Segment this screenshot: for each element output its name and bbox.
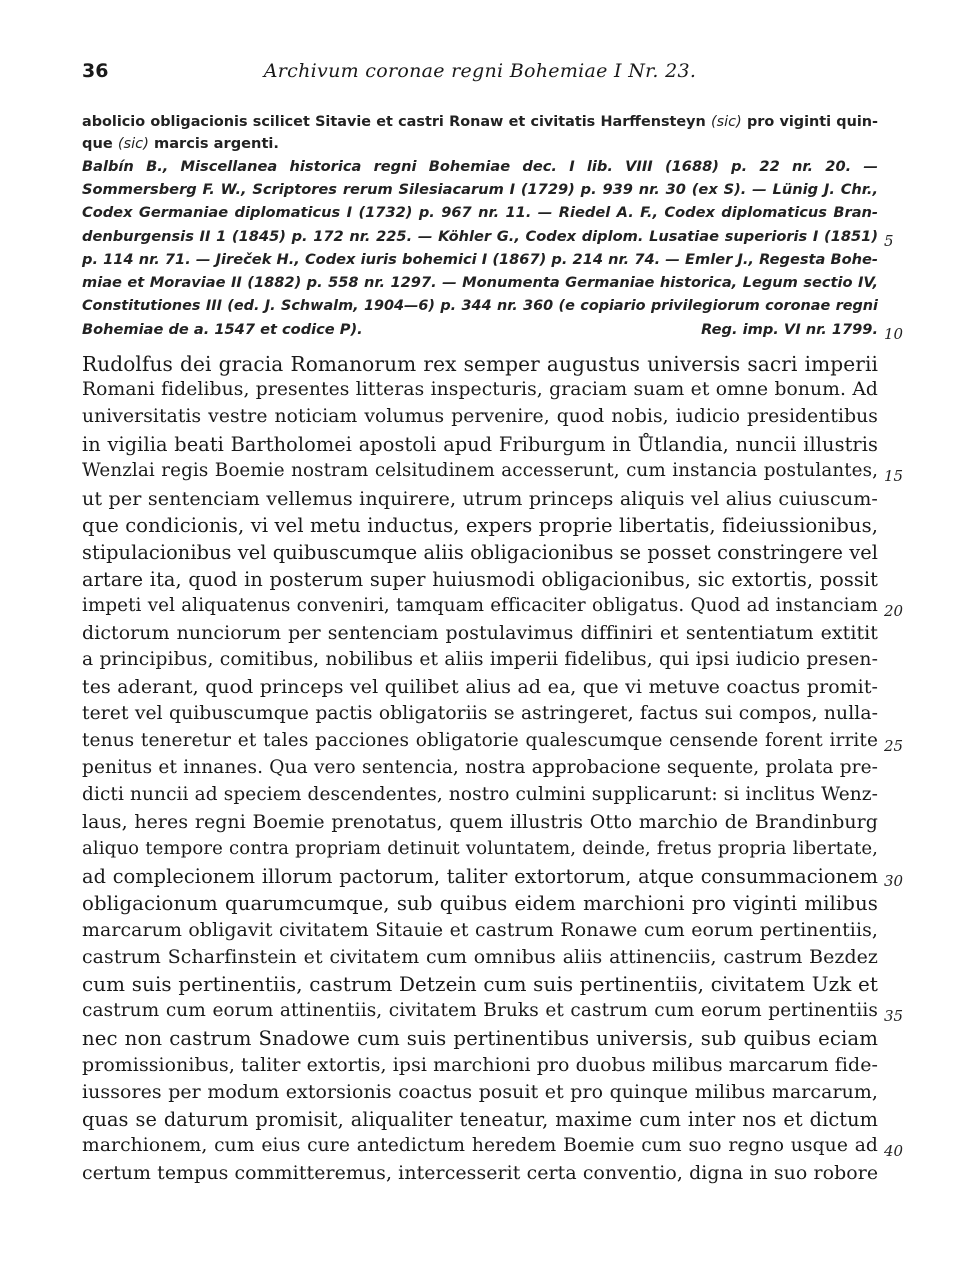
bibliography-line: Balbín B., Miscellanea historica regni Bohemiae dec. I lib. VIII (1688) p. 22 nr. 20. — [82, 158, 878, 175]
text-line: ad complecionem illorum pactorum, taliter extortorum, atque consummacionem [82, 865, 878, 888]
text-line: Rudolfus dei gracia Romanorum rex semper augustus universis sacri imperii [82, 352, 878, 376]
page-header [82, 60, 878, 90]
bibliography-line: Constitutiones III (ed. J. Schwalm, 1904—6) p. 344 nr. 360 (e copiario privilegiorum coronae regni [82, 298, 878, 314]
running-title: Archivum coronae regni Bohemiae I Nr. 23. [263, 60, 697, 82]
bibliography-line: miae et Moraviae II (1882) p. 558 nr. 1297. — Monumenta Germaniae historica, Legum sectio IV, [82, 274, 878, 291]
text-line: cum suis pertinentiis, castrum Detzein cum suis pertinentiis, civitatem Uzk et [82, 973, 878, 996]
line-number: 5 [884, 232, 894, 250]
line-number: 10 [884, 325, 904, 343]
text-line: universitatis vestre noticiam volumus pervenire, quod nobis, iudicio presidentibus [82, 406, 878, 427]
text-line: laus, heres regni Boemie prenotatus, quem illustris Otto marchio de Brandinburg [82, 811, 878, 833]
text-line: teret vel quibuscumque pactis obligatoriis se astringeret, factus sui compos, nulla- [82, 703, 878, 724]
regest-line: abolicio obligacionis scilicet Sitavie et castri Ronaw et civitatis Harffensteyn (sic) pro viginti quin- [82, 114, 879, 130]
text-line: promissionibus, taliter extortis, ipsi marchioni pro duobus milibus marcarum fide- [82, 1054, 878, 1076]
text-line: dictorum nunciorum per sentenciam postulavimus diffiniri et sententiatum extitit [82, 622, 878, 644]
bibliography-line: denburgensis II 1 (1845) p. 172 nr. 225. — Köhler G., Codex diplom. Lusatiae superioris I (1851) [82, 228, 878, 245]
text-line: quas se daturum promisit, aliqualiter teneatur, maxime cum inter nos et dictum [82, 1108, 878, 1131]
text-line: aliquo tempore contra propriam detinuit voluntatem, deinde, fretus propria libertate, [82, 838, 878, 859]
line-number: 15 [884, 467, 904, 485]
text-line: castrum cum eorum attinentiis, civitatem Bruks et castrum cum eorum pertinentiis [82, 1000, 878, 1021]
bibliography-line: Sommersberg F. W., Scriptores rerum Silesiacarum I (1729) p. 939 nr. 30 (ex S). — Lünig J. Chr., [82, 181, 878, 198]
text-line: tes aderant, quod princeps vel quilibet alius ad ea, que vi metuve coactus promit- [82, 676, 878, 698]
page-number: 36 [82, 60, 109, 82]
regest-line: que (sic) marcis argenti. [82, 135, 279, 152]
text-line: marcarum obligavit civitatem Sitauie et castrum Ronawe cum eorum pertinentiis, [82, 919, 878, 941]
text-line: nec non castrum Snadowe cum suis pertinentibus universis, sub quibus eciam [82, 1027, 878, 1050]
text-line: marchionem, cum eius cure antedictum heredem Boemie cum suo regno usque ad [82, 1135, 878, 1156]
line-number: 30 [884, 872, 904, 890]
text-line: artare ita, quod in posterum super huiusmodi obligacionibus, sic extortis, possit [82, 568, 878, 591]
text-line: dicti nuncii ad speciem descendentes, nostro culmini supplicarunt: si inclitus Wenz- [82, 784, 878, 805]
text-line: iussores per modum extorsionis coactus posuit et pro quinque milibus marcarum, [82, 1081, 878, 1103]
line-number: 40 [884, 1142, 904, 1160]
text-line: impeti vel aliquatenus conveniri, tamquam efficaciter obligatus. Quod ad instanciam [82, 595, 878, 616]
line-number: 25 [884, 737, 904, 755]
text-line: tenus teneretur et tales pacciones obligatorie qualescumque censende forent irrite [82, 730, 878, 751]
text-line: stipulacionibus vel quibuscumque aliis obligacionibus se posset constringere vel [82, 541, 878, 564]
text-line: que condicionis, vi vel metu inductus, expers proprie libertatis, fideiussionibus, [82, 514, 878, 537]
line-number: 35 [884, 1007, 904, 1025]
text-line: certum tempus committeremus, intercesserit certa conventio, digna in suo robore [82, 1162, 879, 1184]
line-number: 20 [884, 602, 904, 620]
register-reference: Reg. imp. VI nr. 1799. [701, 321, 878, 338]
text-line: ut per sentenciam vellemus inquirere, utrum princeps aliquis vel alius cuiuscum- [82, 487, 878, 510]
text-line: Romani fidelibus, presentes litteras inspecturis, graciam suam et omne bonum. Ad [82, 379, 878, 400]
text-line: Wenzlai regis Boemie nostram celsitudinem accesserunt, cum instancia postulantes, [82, 460, 878, 481]
text-line: a principibus, comitibus, nobilibus et aliis imperii fidelibus, qui ipsi iudicio presen- [82, 649, 878, 670]
bibliography-line: Bohemiae de a. 1547 et codice P). Reg. imp. VI nr. 1799. [82, 321, 878, 338]
bibliography-line: p. 114 nr. 71. — Jireček H., Codex iuris bohemici I (1867) p. 214 nr. 74. — Emler J., Regesta Bohe- [82, 251, 878, 268]
text-line: in vigilia beati Bartholomei apostoli apud Friburgum in Ůtlandia, nuncii illustris [82, 433, 878, 456]
bibliography-line: Codex Germaniae diplomaticus I (1732) p. 967 nr. 11. — Riedel A. F., Codex diplomaticus Bran- [82, 204, 878, 221]
text-line: obligacionum quarumcumque, sub quibus eidem marchioni pro viginti milibus [82, 892, 878, 915]
text-line: castrum Scharfinstein et civitatem cum omnibus aliis attinenciis, castrum Bezdez [82, 946, 878, 968]
text-line: penitus et innanes. Qua vero sentencia, nostra approbacione sequente, prolata pre- [82, 757, 878, 778]
